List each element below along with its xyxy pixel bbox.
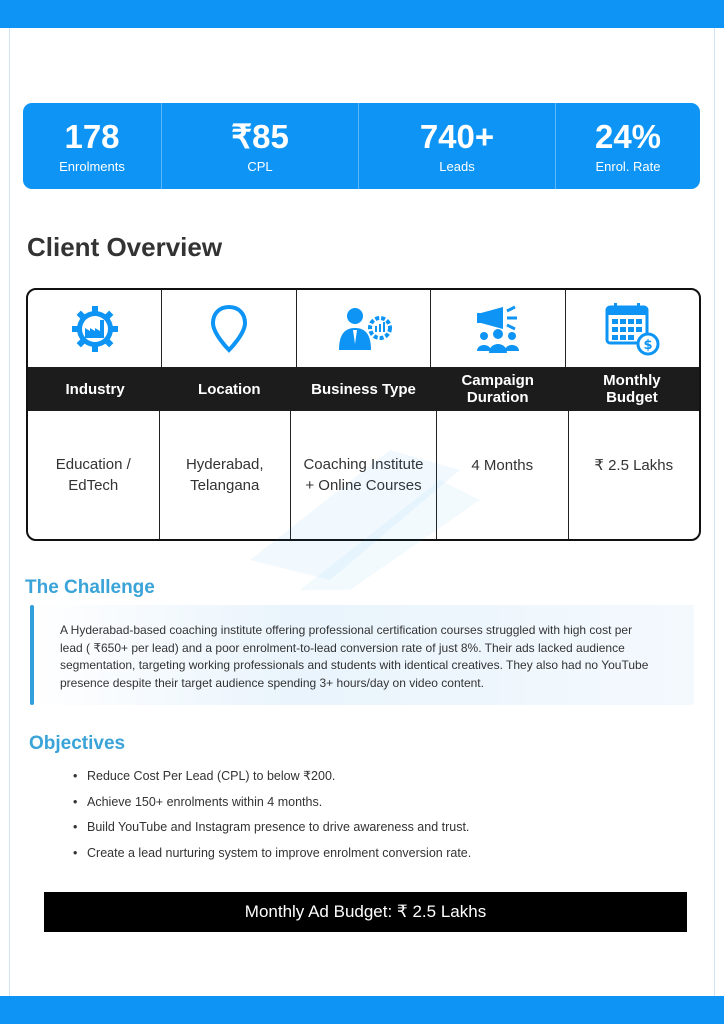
factory-gear-icon <box>28 290 162 367</box>
objective-item: • Achieve 150+ enrolments within 4 months. <box>73 794 323 809</box>
header-monthly-budget-label: Monthly Budget <box>603 372 661 406</box>
value-monthly-budget: ₹ 2.5 Lakhs <box>594 457 674 474</box>
value-location-text: Hyderabad, Telangana <box>185 456 264 494</box>
challenge-text: A Hyderabad-based coaching institute offering professional certification courses struggled with high cost per lead ( ₹650+ per lead) and a poor enrolment-to-lead conversion rate of just 8%. Their ads lacked audience segmentation, targeting working professionals and students with identical creatives. They also had no YouTube presence despite their target audience spending 3+ hours/day on video content. <box>60 623 649 690</box>
challenge-title: The Challenge <box>25 577 155 598</box>
header-industry: Industry <box>65 380 125 398</box>
header-campaign-duration <box>431 367 565 411</box>
stat-enrolments <box>23 103 162 189</box>
stat-label: CPL <box>247 158 273 174</box>
value-industry-text: Education / EdTech <box>55 456 131 494</box>
stat-value: 740+ <box>419 117 495 155</box>
right-border-line <box>714 28 715 996</box>
stat-value: 178 <box>64 117 120 155</box>
client-overview-table <box>26 288 701 541</box>
stat-value: ₹85 <box>231 117 289 155</box>
stat-cpl <box>162 103 359 189</box>
header-monthly-budget <box>565 367 699 411</box>
megaphone-audience-icon <box>431 290 565 367</box>
value-industry <box>28 411 160 539</box>
value-location <box>160 411 292 539</box>
svg-text:$: $ <box>643 337 653 353</box>
value-business-type-text: Coaching Institute + Online Courses <box>303 456 424 494</box>
stat-label: Enrolments <box>59 158 125 174</box>
objective-item: • Build YouTube and Instagram presence to drive awareness and trust. <box>73 820 470 834</box>
stat-leads <box>359 103 556 189</box>
header-business-type: Business Type <box>311 380 416 398</box>
objective-text: Create a lead nurturing system to improve enrolment conversion rate. <box>87 845 472 860</box>
objective-text: Reduce Cost Per Lead (CPL) to below ₹200. <box>87 769 336 783</box>
header-campaign-duration-label: Campaign Duration <box>461 372 534 406</box>
bottom-accent-bar <box>0 996 724 1024</box>
objective-text: Build YouTube and Instagram presence to drive awareness and trust. <box>87 820 470 834</box>
objectives-title: Objectives <box>29 733 126 754</box>
stat-label: Enrol. Rate <box>595 158 661 174</box>
stat-enrol-rate <box>556 103 700 189</box>
stats-banner <box>23 103 700 189</box>
objective-item: • Create a lead nurturing system to improve enrolment conversion rate. <box>73 845 472 860</box>
objective-text: Achieve 150+ enrolments within 4 months. <box>87 794 323 809</box>
value-business-type <box>291 411 437 539</box>
calendar-money-icon <box>566 290 699 367</box>
client-overview-title: Client Overview <box>27 232 223 262</box>
stat-value: 24% <box>594 117 662 155</box>
overview-header-row <box>28 367 699 411</box>
overview-values-row <box>28 411 699 539</box>
businessman-gear-icon <box>297 290 431 367</box>
left-border-line <box>9 28 10 996</box>
stat-label: Leads <box>439 158 475 174</box>
monthly-budget-banner: Monthly Ad Budget: ₹ 2.5 Lakhs <box>44 892 687 932</box>
objectives-list <box>73 767 471 869</box>
top-accent-bar <box>0 0 724 28</box>
objective-item: • Reduce Cost Per Lead (CPL) to below ₹200. <box>73 769 336 783</box>
location-pin-icon <box>162 290 296 367</box>
overview-icon-row <box>28 290 699 367</box>
challenge-accent-bar <box>30 605 34 705</box>
value-campaign-duration: 4 Months <box>437 411 569 539</box>
header-location: Location <box>198 380 261 398</box>
